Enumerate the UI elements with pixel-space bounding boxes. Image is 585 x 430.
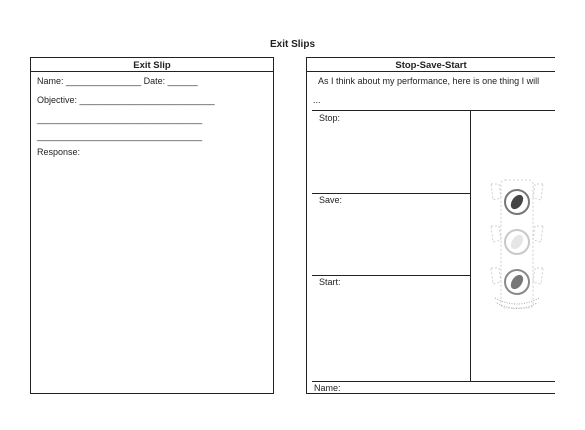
objective-line[interactable]: Objective: ___________________________	[37, 95, 215, 105]
blank-line-2[interactable]: _________________________________	[37, 131, 203, 141]
save-label: Save:	[319, 195, 343, 205]
stop-save-start-card	[306, 57, 555, 394]
response-label: Response:	[37, 147, 81, 157]
traffic-light-icon	[487, 178, 547, 318]
stop-save-start-title-divider	[307, 71, 555, 72]
stop-divider	[312, 193, 470, 194]
page-title: Exit Slips	[269, 39, 315, 50]
prompt-line-1: As I think about my performance, here is one thing I will	[318, 76, 540, 86]
column-divider	[470, 110, 471, 381]
section-divider-top	[312, 110, 555, 111]
start-label: Start:	[319, 277, 341, 287]
exit-slip-title: Exit Slip	[133, 60, 171, 71]
blank-line-1[interactable]: _________________________________	[37, 114, 203, 124]
name-date-line[interactable]: Name: _______________ Date: ______	[37, 76, 198, 86]
name-divider	[312, 381, 555, 382]
name-label[interactable]: Name:	[314, 383, 341, 393]
stop-label: Stop:	[319, 113, 341, 123]
save-divider	[312, 275, 470, 276]
prompt-line-2: ...	[313, 95, 321, 105]
stop-save-start-title: Stop-Save-Start	[395, 60, 467, 71]
exit-slip-title-divider	[31, 71, 273, 72]
exit-slip-card	[30, 57, 274, 394]
